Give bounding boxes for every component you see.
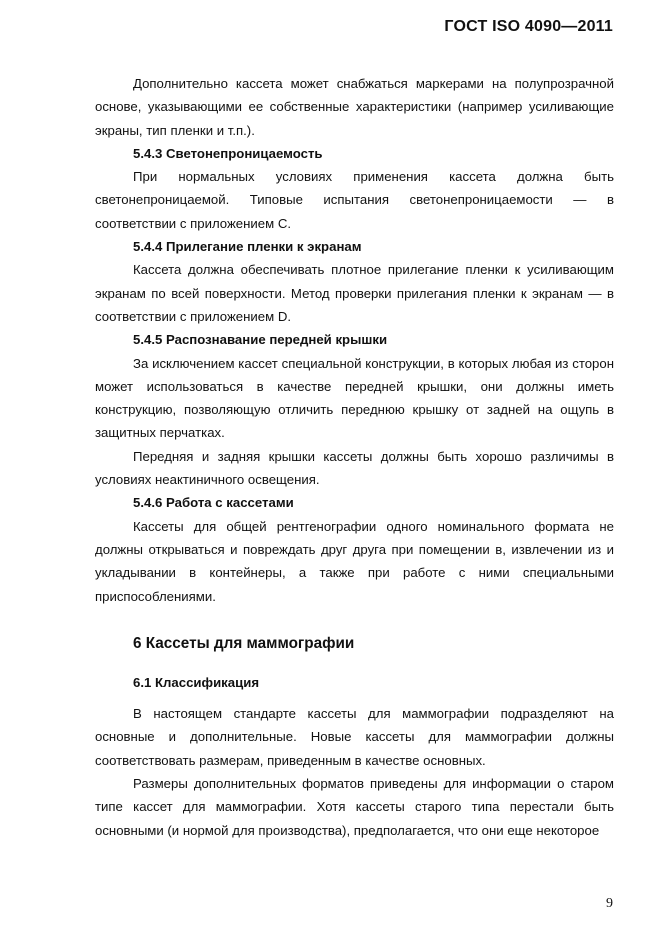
section-heading-6-1: 6.1 Классификация <box>133 674 260 690</box>
paragraph-cover-distinction: Передняя и задняя крышки кассеты должны быть хорошо различимы в условиях неактиничного освещения. <box>95 448 614 488</box>
section-heading-5-4-5: 5.4.5 Распознавание передней крышки <box>133 332 388 348</box>
paragraph-classification: В настоящем стандарте кассеты для маммографии подразделяют на основные и дополнительные. Новые кассеты для маммографии должны соответствовать размерам, приведенным в качестве основных. <box>95 706 614 768</box>
paragraph-additional-formats: Размеры дополнительных форматов приведены для информации о старом типе кассет для маммографии. Хотя кассеты старого типа перестали быть основными (и нормой для производства), предполагается, что они еще некоторое <box>95 776 614 838</box>
page-number: 9 <box>606 896 613 911</box>
page-content <box>95 72 614 842</box>
standard-header: ГОСТ ISO 4090—2011 <box>444 18 613 35</box>
chapter-heading-6: 6 Кассеты для маммографии <box>133 634 355 652</box>
section-heading-5-4-3: 5.4.3 Светонепроницаемость <box>133 145 323 161</box>
paragraph-markers: Дополнительно кассета может снабжаться маркерами на полупрозрачной основе, указывающими ее собственные характеристики (например усиливающие экраны, тип пленки и т.п.). <box>95 76 614 138</box>
paragraph-front-cover: За исключением кассет специальной конструкции, в которых любая из сторон может использоваться в качестве передней крышки, они должны иметь конструкцию, позволяющую отличить переднюю крышку от задней на ощупь в защитных перчатках. <box>95 355 614 441</box>
paragraph-cassette-handling: Кассеты для общей рентгенографии одного номинального формата не должны открываться и повреждать друг друга при помещении в, извлечении из и укладывании в контейнеры, а также при работе с ними специальными приспособлениями. <box>95 518 614 604</box>
paragraph-film-contact: Кассета должна обеспечивать плотное прилегание пленки к усиливающим экранам по всей поверхности. Метод проверки прилегания пленки к экранам — в соответствии с приложением D. <box>95 262 614 324</box>
section-heading-5-4-6: 5.4.6 Работа с кассетами <box>133 495 294 511</box>
section-heading-5-4-4: 5.4.4 Прилегание пленки к экранам <box>133 239 362 255</box>
paragraph-light-tightness: При нормальных условиях применения кассета должна быть светонепроницаемой. Типовые испытания светонепроницаемости — в соответствии с приложением С. <box>95 169 614 231</box>
